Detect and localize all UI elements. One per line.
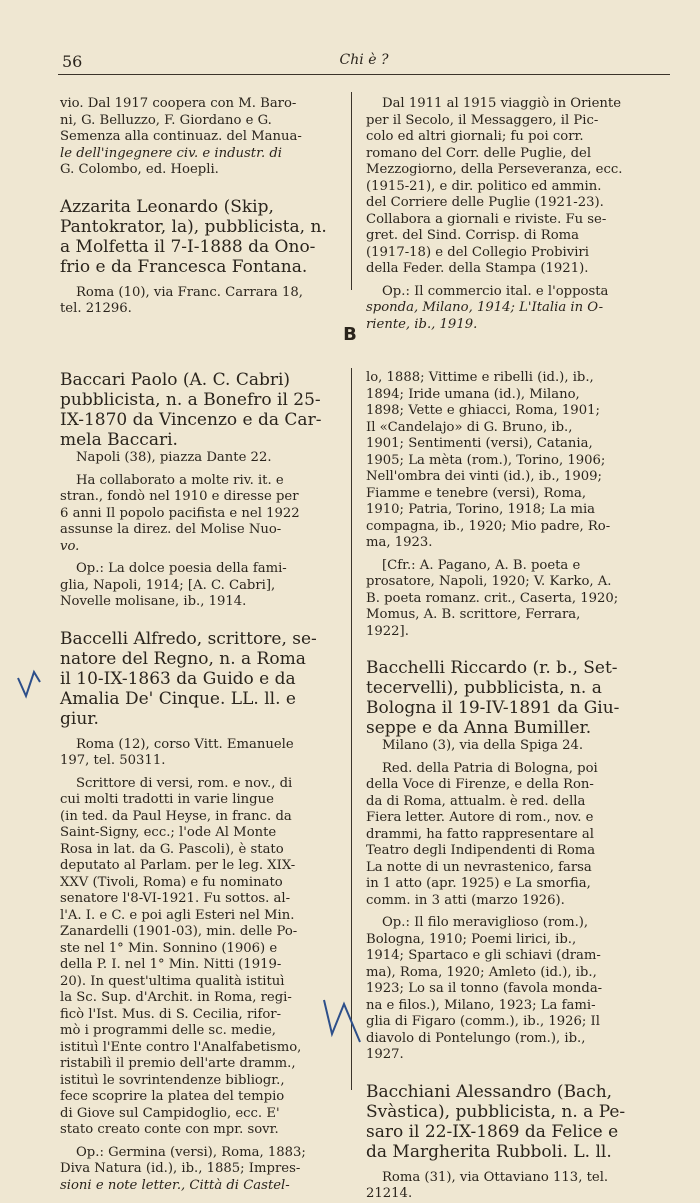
bio-line: stran., fondò nel 1910 e diresse per [60,489,299,504]
text-line: le dell'ingegnere civ. e industr. di [60,145,282,161]
entry-heading-line: Baccelli Alfredo, scrittore, se- [60,628,317,649]
works-line: 1898; Vette e ghiacci, Roma, 1901; [366,403,600,418]
works-line: na e filos.), Milano, 1923; La fami- [366,997,596,1013]
bio-line: vo. [60,538,80,554]
works-line: riente, ib., 1919. [366,316,478,332]
reference-line: [Cfr.: A. Pagano, A. B. poeta e [382,557,581,573]
address-line: 197, tel. 50311. [60,753,166,768]
works-line: Fiamme e tenebre (versi), Roma, [366,485,587,501]
column-rule-top [351,92,352,290]
bio-line: ste nel 1° Min. Sonnino (1906) e [60,940,278,956]
column-rule-bottom [351,368,352,1090]
bio-line: mò i programmi delle sc. medie, [60,1023,276,1038]
bio-line: la Sc. Sup. d'Archit. in Roma, regi- [60,990,292,1005]
text-line: Collabora a giornali e riviste. Fu se- [366,211,607,227]
text-line: per il Secolo, il Messaggero, il Pic- [366,112,599,128]
address-line: Roma (12), corso Vitt. Emanuele [76,736,294,752]
bio-line: 20). In quest'ultima qualità istituì [60,973,285,989]
text-line: (1915-21), e dir. politico ed ammin. [366,178,602,194]
entry-baccelli [60,629,338,1195]
works-line: 1923; Lo sa il tonno (favola monda- [366,981,603,996]
entry-heading-line: Amalia De' Cinque. LL. ll. e [60,688,296,709]
column-bottom-right [366,370,644,1203]
works-line: Op.: La dolce poesia della fami- [76,561,287,576]
text-line: Semenza alla continuaz. del Manua- [60,129,302,144]
works-line: 1914; Spartaco e gli schiavi (dram- [366,948,601,963]
reference-line: prosatore, Napoli, 1920; V. Karko, A. [366,574,612,589]
bio-line: l'A. I. e C. e poi agli Esteri nel Min. [60,907,295,923]
bio-line: assunse la direz. del Molise Nuo- [60,522,282,537]
bio-line: della P. I. nel 1° Min. Nitti (1919- [60,957,282,972]
works-line: ma), Roma, 1920; Amleto (id.), ib., [366,964,597,980]
works-line: Nell'ombra dei vinti (id.), ib., 1909; [366,469,602,484]
entry-bacchelli [366,658,644,1064]
entry-heading-line: Pantokrator, la), pubblicista, n. [60,216,327,237]
entry-heading-line: Bacchelli Riccardo (r. b., Set- [366,658,618,678]
entry-bacchiani [366,1082,644,1203]
entry-heading-line: Bologna il 19-IV-1891 da Giu- [366,698,620,718]
works-line: Diva Natura (id.), ib., 1885; Impres- [60,1161,301,1176]
entry-heading-line: IX-1870 da Vincenzo e da Car- [60,410,322,430]
bio-line: deputato al Parlam. per le leg. XIX- [60,858,296,873]
column-top-right [366,96,644,333]
entry-heading-line: seppe e da Anna Bumiller. [366,718,592,738]
column-top-left [60,96,338,318]
bio-line: 6 anni Il popolo pacifista e nel 1922 [60,505,300,521]
works-line: Op.: Germina (versi), Roma, 1883; [76,1144,306,1160]
works-line: sioni e note letter., Città di Castel- [60,1177,290,1193]
entry-heading-line: Baccari Paolo (A. C. Cabri) [60,370,291,390]
entry-address: Napoli (38), piazza Dante 22. [76,450,272,465]
bio-line: Red. della Patria di Bologna, poi [382,760,598,776]
works-line: sponda, Milano, 1914; L'Italia in O- [366,300,604,315]
entry-address [366,1170,644,1203]
works-line: Novelle molisane, ib., 1914. [60,594,247,609]
bio-line: Ha collaborato a molte riv. it. e [76,472,284,488]
bio-line: comm. in 3 atti (marzo 1926). [366,892,565,908]
bio-line: istituì l'Ente contro l'Analfabetismo, [60,1039,302,1055]
text-line: gret. del Sind. Corrisp. di Roma [366,228,579,243]
bio-line: Saint-Signy, ecc.; l'ode Al Monte [60,825,277,840]
entry-heading-line: Azzarita Leonardo (Skip, [60,196,274,217]
bio-line: XXV (Tivoli, Roma) e fu nominato [60,874,283,890]
text-line: del Corriere delle Puglie (1921-23). [366,195,604,210]
works-line: 1901; Sentimenti (versi), Catania, [366,436,593,451]
handwritten-margin-mark [318,990,366,1046]
works-line: ma, 1923. [366,535,433,550]
works-line: Op.: Il filo meraviglioso (rom.), [382,915,589,930]
works-line: Op.: Il commercio ital. e l'opposta [382,283,609,299]
entry-heading-line: da Margherita Rubboli. L. ll. [366,1141,612,1162]
text-line: Mezzogiorno, della Perseveranza, ecc. [366,162,623,177]
entry-azzarita [60,197,338,318]
text-line: colo ed altri giornali; fu poi corr. [366,129,584,144]
text-line: romano del Corr. delle Puglie, del [366,145,592,161]
reference-line: 1922]. [366,623,409,639]
bio-line: ristabilì il premio dell'arte dramm., [60,1056,296,1071]
entry-heading-line: Svàstica), pubblicista, n. a Pe- [366,1101,626,1122]
entry-address: Milano (3), via della Spiga 24. [382,738,584,753]
bio-line: della Voce di Firenze, e della Ron- [366,777,594,792]
address-line: 21214. [366,1186,413,1201]
entry-address [60,285,338,318]
address-line: Roma (10), via Franc. Carrara 18, [76,284,303,300]
section-letter: B [343,324,357,345]
bio-line: in 1 atto (apr. 1925) e La smorfia, [366,876,591,891]
bio-line: di Giove sul Campidoglio, ecc. E' [60,1105,280,1121]
bio-line: (in ted. da Paul Heyse, in franc. da [60,808,292,824]
entry-heading-line: natore del Regno, n. a Roma [60,648,306,669]
works-line: 1910; Patria, Torino, 1918; La mia [366,502,596,517]
bio-line: cui molti tradotti in varie lingue [60,792,274,807]
entry-baccari [60,370,338,611]
text-line: vio. Dal 1917 coopera con M. Baro- [60,96,297,111]
bio-line: drammi, ha fatto rappresentare al [366,826,595,842]
entry-heading-line: Bacchiani Alessandro (Bach, [366,1081,613,1102]
entry-heading-line: mela Baccari. [60,430,178,450]
entry-heading-line: tecervelli), pubblicista, n. a [366,678,602,698]
reference-line: B. poeta romanz. crit., Caserta, 1920; [366,590,619,606]
entry-heading-line: pubblicista, n. a Bonefro il 25- [60,390,321,410]
entry-heading-line: giur. [60,708,99,729]
bio-line: La notte di un nevrastenico, farsa [366,859,592,875]
works-line: glia di Figaro (comm.), ib., 1926; Il [366,1014,600,1029]
text-line: della Feder. della Stampa (1921). [366,261,589,276]
works-line: 1894; Iride umana (id.), Milano, [366,386,580,402]
text-line: (1917-18) e del Collegio Probiviri [366,244,589,260]
running-header [58,50,670,75]
bio-line: Scrittore di versi, rom. e nov., di [76,775,293,791]
page-number: 56 [62,52,83,71]
bio-line: senatore l'8-VI-1921. Fu sottos. al- [60,891,291,906]
works-line: diavolo di Pontelungo (rom.), ib., [366,1030,586,1046]
entry-heading-line: frio e da Francesca Fontana. [60,256,308,277]
bio-line: ficò l'Ist. Mus. di S. Cecilia, rifor- [60,1006,282,1022]
works-line: Bologna, 1910; Poemi lirici, ib., [366,931,577,947]
works-line: 1927. [366,1047,404,1062]
entry-heading-line: il 10-IX-1863 da Guido e da [60,668,296,689]
bio-line: da di Roma, attualm. è red. della [366,793,586,809]
bio-line: Zanardelli (1901-03), min. delle Po- [60,924,298,939]
entry-address [60,737,338,770]
address-line: Roma (31), via Ottaviano 113, tel. [382,1169,609,1185]
bio-line: istituì le sovrintendenze bibliogr., [60,1072,285,1088]
bio-line: Rosa in lat. da G. Pascoli), è stato [60,841,284,857]
address-line: tel. 21296. [60,301,132,316]
bio-line: Fiera letter. Autore di rom., nov. e [366,810,594,825]
works-line: lo, 1888; Vittime e ribelli (id.), ib., [366,370,594,385]
handwritten-margin-mark [14,660,44,710]
reference-line: Momus, A. B. scrittore, Ferrara, [366,607,581,622]
bio-line: Teatro degli Indipendenti di Roma [366,843,596,858]
text-line: G. Colombo, ed. Hoepli. [60,162,219,177]
entry-heading-line: a Molfetta il 7-I-1888 da Ono- [60,236,316,257]
bio-line: stato creato conte con mpr. sovr. [60,1122,279,1137]
text-line: ni, G. Belluzzo, F. Giordano e G. [60,112,272,128]
works-line: compagna, ib., 1920; Mio padre, Ro- [366,518,611,534]
text-line: Dal 1911 al 1915 viaggiò in Oriente [382,96,622,111]
works-line: Il «Candelajo» di G. Bruno, ib., [366,419,573,435]
bio-line: fece scoprire la platea del tempio [60,1089,285,1104]
column-bottom-left [60,370,338,1194]
works-line: glia, Napoli, 1914; [A. C. Cabri], [60,577,276,593]
running-title: Chi è ? [339,52,389,68]
works-line: 1905; La mèta (rom.), Torino, 1906; [366,452,606,468]
entry-heading-line: saro il 22-IX-1869 da Felice e [366,1121,619,1142]
